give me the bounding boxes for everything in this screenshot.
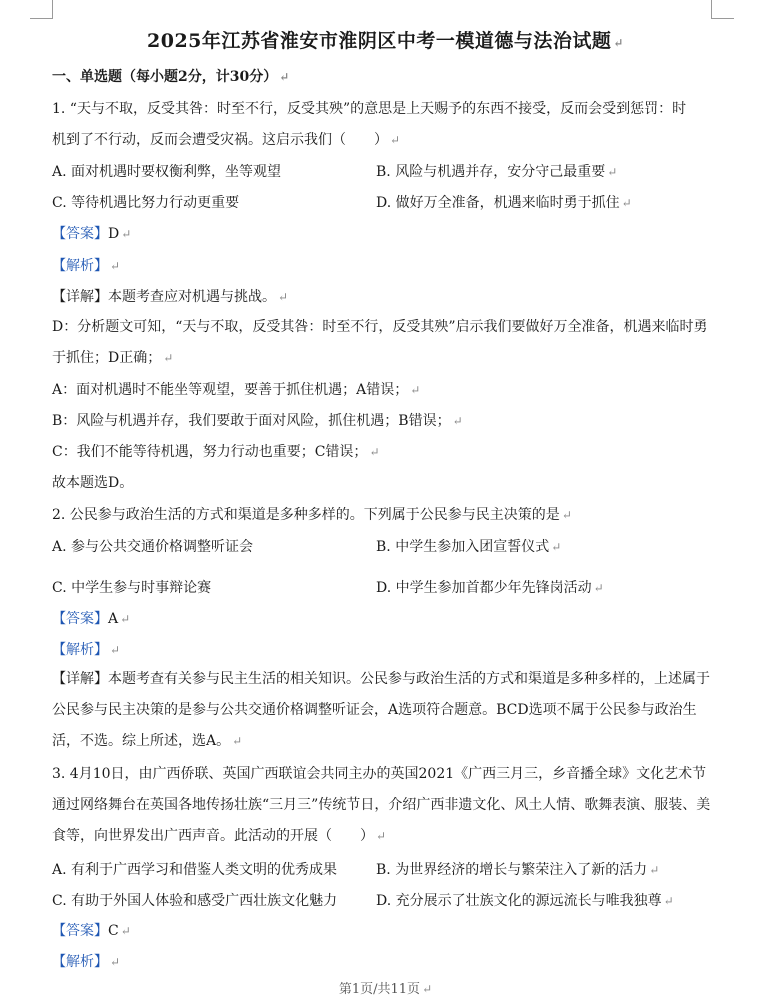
crop-mark-top-left [30, 0, 53, 19]
q1-explain-c: C：我们不能等待机遇，努力行动也重要；C错误； ↵ [52, 444, 380, 460]
q1-stem-line2: 机到了不行动，反而会遭受灾祸。这启示我们（ ） ↵ [52, 132, 401, 148]
q1-analysis: 【解析】 ↵ [52, 258, 121, 274]
q3-analysis: 【解析】 ↵ [52, 954, 121, 970]
q2-answer: 【答案】A ↵ [52, 611, 131, 627]
q2-detail: 【详解】本题考查有关参与民主生活的相关知识。公民参与政治生活的方式和渠道是多种多样的，上述属于公民参与民主决策的是参与公共交通价格调整听证会，A选项符合题意。BCD选项不属于公民参与政治生活，不选。综上所述，选A。 ↵ [52, 671, 710, 749]
q1-answer: 【答案】D ↵ [52, 226, 132, 242]
q3-answer: 【答案】C ↵ [52, 923, 131, 939]
q1-detail: 【详解】本题考查应对机遇与挑战。 ↵ [52, 289, 289, 305]
crop-mark-top-right [711, 0, 734, 19]
q2-analysis: 【解析】 ↵ [52, 642, 121, 658]
document-title: 2025年江苏省淮安市淮阴区中考一模道德与法治试题 ↵ [147, 30, 624, 52]
q1-option-a: A. 面对机遇时要权衡利弊，坐等观望 [52, 164, 282, 180]
q3-stem: 3. 4月10日，由广西侨联、英国广西联谊会共同主办的英国2021《广西三月三，乡音播全球》文化艺术节通过网络舞台在英国各地传扬壮族“三月三”传统节日，介绍广西非遗文化、风土人情、歌舞表演、服装、美食等，向世界发出广西声音。此活动的开展（ ） ↵ [52, 766, 711, 844]
q3-option-c: C. 有助于外国人体验和感受广西壮族文化魅力 [52, 893, 338, 909]
q1-explain-b: B：风险与机遇并存，我们要敢于面对风险，抓住机遇；B错误； ↵ [52, 413, 463, 429]
q1-explain-d: D：分析题文可知，“天与不取，反受其咎：时至不行，反受其殃”启示我们要做好万全准备，机遇来临时勇于抓住；D正确； ↵ [52, 319, 708, 366]
q1-explain-a: A：面对机遇时不能坐等观望，要善于抓住机遇；A错误； ↵ [52, 382, 421, 398]
q2-stem: 2. 公民参与政治生活的方式和渠道是多种多样的。下列属于公民参与民主决策的是 ↵ [52, 507, 572, 523]
q3-option-d: D. 充分展示了壮族文化的源远流长与唯我独尊 ↵ [376, 893, 674, 909]
section-heading: 一、单选题（每小题2分，计30分） ↵ [52, 69, 290, 85]
q2-option-d: D. 中学生参加首都少年先锋岗活动 ↵ [376, 580, 604, 596]
q3-option-a: A. 有利于广西学习和借鉴人类文明的优秀成果 [52, 862, 338, 878]
q3-option-b: B. 为世界经济的增长与繁荣注入了新的活力 ↵ [376, 862, 660, 878]
q2-option-c: C. 中学生参与时事辩论赛 [52, 580, 212, 596]
q1-conclusion: 故本题选D。 [52, 475, 134, 491]
q1-option-d: D. 做好万全准备，机遇来临时勇于抓住 ↵ [376, 195, 632, 211]
q1-stem-line1: 1. “天与不取，反受其咎：时至不行，反受其殃”的意思是上天赐予的东西不接受，反而会受到惩罚：时 [52, 101, 687, 117]
page-footer: 第1页/共11页 ↵ [338, 982, 433, 997]
q1-option-c: C. 等待机遇比努力行动更重要 [52, 195, 240, 211]
q2-option-b: B. 中学生参加入团宣誓仪式 ↵ [376, 539, 562, 555]
q1-option-b: B. 风险与机遇并存，安分守己最重要 ↵ [376, 164, 618, 180]
q2-option-a: A. 参与公共交通价格调整听证会 [52, 539, 254, 555]
